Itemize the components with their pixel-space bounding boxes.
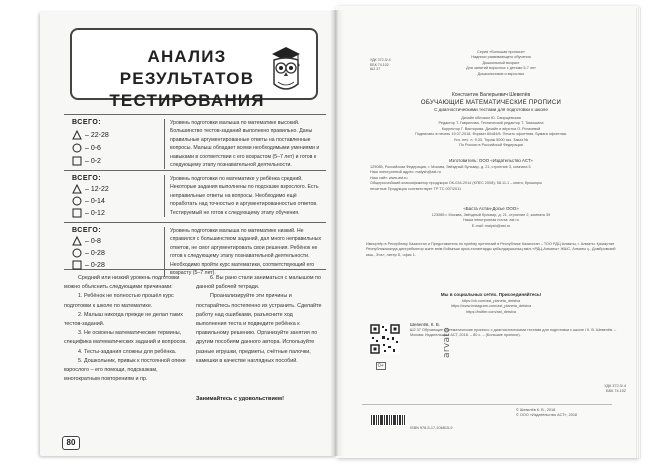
score-circle [72,196,105,206]
result-description: Уровень подготовки по математике у ребёнка средний. Некоторые задания выполнены по подсказке взрослого. Есть неправильные ответы на вопросы. Необходимо ещё поработать над точностью и аргументированностью ответов. Тестируемый не готов к следующему этапу обучения. [164,175,324,217]
closing-phrase: Занимайтесь с удовольствием! [196,396,284,402]
paragraph: 2. Малыш никогда прежде не делал таких тестов-заданий. [64,311,183,328]
author-cip: Шевелёв, К. В. [410,322,440,327]
left-page [40,12,336,456]
triangle-icon [72,236,82,246]
score-value: – 12-22 [85,185,109,193]
paragraph: 4. Тесты-задания сложны для ребёнка. [78,348,177,355]
circle-icon [72,143,82,153]
arvato-logo: arvato [442,327,452,358]
page-number: 80 [62,436,80,450]
paragraph: Проанализируйте эти причины и постарайтесь постепенно их устранить. Сделайте работу над ошибками, разъясните ход выполнения теста и подведите ребёнка к правильному решению. Организуйте занятия по другим пособиям данного автора. Используйте разные игрушки, предметы, счётные палочки, камешки в качестве наглядных пособий. [196,293,322,364]
score-value: – 0-2 [85,157,101,165]
credits: Дизайн обложки Ю. Свирщевская Редактор Т. Гаврилова. Технический редактор Т. Тимошина Корректор Г. Викторова. Дизайн и вёрстка О. Рогачевой Подписано в печать 19.07.2018. Формат 60x84/8. Печать офсетная. Бумага офсетная. Усл. печ. л. 9,33. Тираж 5000 экз. Заказ № По России в Российской Федерации [415,116,567,148]
paragraph: 1. Ребёнок не полностью прошёл курс подготовки к школе по математике. [64,293,174,309]
causes-column-2 [196,274,324,366]
score-triangle [72,130,109,140]
vsego-label: ВСЕГО: [72,227,102,234]
result-description: Уровень подготовки малыша по математике высокий. Большинство тестов-заданий выполнено правильно. Даны правильные аргументированные ответы на поставленные вопросы. Малыш обладает всеми необходимыми умениями и навыками в соответствии с его возрастом (5–7 лет) и готов к следующему этапу познавательной деятельности. [164,119,324,169]
score-square [72,260,105,270]
series-line: Серия «Большая прописи» [477,50,525,54]
mediator-details: 123085 г. Москва, Звёздный бульвар, д. 21, строение 2, комната 39 Наша электронная почта: ast.ru E-mail: malysh@ast.ru [431,213,551,228]
series-line: Дошкольников и взрослых [477,71,525,76]
circle-icon [72,248,82,258]
score-circle [72,143,101,153]
book-subtitle: С диагностическими тестами для подготовки к школе [434,107,548,112]
paragraph: 5. Дошкольник, привык к постоянной опеке взрослого – его помощи, подсказкам, многократным повторениям и пр. [64,357,186,383]
paragraph: 3. Не освоены математические термины, специфика математических заданий и вопросов. [64,330,187,346]
score-value: – 0-6 [85,144,101,152]
isbn: ISBN 978-5-17-106815-9 [410,426,453,430]
isbn-short-line: ББК 74.102 [606,389,626,394]
age-rating: 0+ [378,363,384,369]
square-icon [72,260,82,270]
kz-importer: Импортёр в Республику Казахстан и Представитель по приёму претензий в Республике Казахстан – ТОО РДЦ Алматы, г. Алматы. Қазақстан Республикасында дистрибьютор және өнім бойынша арыз-талаптарды қабылдаушының өкілі «РДЦ-Алматы» ЖШС, Алматы қ., Домбровский көш., 3«а», литер Б, офис 1. [366,242,616,257]
paragraph: 6. Вы рано стали заниматься с малышом по данной рабочей тетради. [196,275,321,291]
book-title: ОБУЧАЮЩИЕ МАТЕМАТИЧЕСКИЕ ПРОПИСИ [420,100,562,106]
score-triangle [72,184,109,194]
divider [362,404,612,405]
score-value: – 22-28 [85,131,109,139]
vsego-label: ВСЕГО: [72,175,102,182]
classification-codes [370,58,391,72]
circle-icon [72,196,82,206]
score-value: – 0-12 [85,209,105,217]
score-triangle [72,236,101,246]
triangle-icon [72,184,82,194]
title-banner [70,28,318,110]
result-description: Уровень подготовки малыша по математике низкий. Не справился с большинством заданий, дал много неправильных ответов, не смог аргументировать свои решения. Ребёнок не готов к следующему этапу познавательной деятельности. Необходимо пройти курс математики, соответствующий его возрасту (5–7 лет). [164,227,324,277]
isbn-short-line: УДК 372.3/.4 [604,384,626,388]
causes-column-1 [64,274,188,384]
square-icon [72,208,82,218]
series-info [396,50,606,77]
code-line: ББК 74.102 [370,62,389,67]
vsego-label: ВСЕГО: [72,119,102,126]
series-line: Дошкольный возраст [482,60,520,65]
paragraph: Средний или низкий уровень подготовки можно объяснить следующими причинами: [64,275,180,291]
series-line: Для занятий взрослых с детьми 5-7 лет [466,66,536,71]
owl-scholar-icon [264,44,308,96]
score-square [72,156,101,166]
copyright: © Шевелёв К. В., 2018 © ООО «Издательство АСТ», 2018 [516,408,578,418]
result-block-medium [64,170,326,218]
score-value: – 0-8 [85,237,101,245]
social-links: https://vk.com/ast_planeta_detstva https://www.instagram.com/ast_planeta_detstva https://twitter.com/ast_detstva [450,299,532,314]
square-icon [72,156,82,166]
score-square [72,208,105,218]
page-edge [636,8,642,458]
mediator-heading: «Баста Астан-Досье ООО» [463,206,519,211]
score-value: – 0-14 [85,197,105,205]
result-block-low [64,222,326,277]
social-heading: Мы в социальных сетях. Присоединяйтесь! [440,292,542,297]
publisher-details: 129085, Российская Федерация, г. Москва, Звёздный бульвар, д. 21, строение 3, комната 5 Наш электронный адрес: malysh@ast.ru Наш сайт: www.ast.ru Общероссийский классификатор продукции ОК-034-2014 (КПЕС 2008); 58.11.1 – книги, брошюры печатные Продукция соответствует ТР ТС 007/2011 [370,165,542,191]
cip-record: Ш2 37 Обучающие математические прописи: с диагностическими тестами для подготовки к школе / К. В. Шевелёв. – Москва: Издательство АСТ, 2018. – 80 с. – (Большие прописи). [410,328,617,338]
book-spread [40,6,638,458]
right-page [336,6,638,458]
isbn-short [586,384,626,395]
triangle-icon [72,130,82,140]
result-block-high [64,114,326,168]
score-value: – 0-28 [85,249,105,257]
qr-code-icon [370,324,400,354]
page-title: АНАЛИЗ РЕЗУЛЬТАТОВ ТЕСТИРОВАНИЯ [109,47,265,110]
series-line: Надписи развивающего обучения [471,55,531,60]
code-line: Ш2 37 [370,67,381,72]
author-name: Константин Валерьевич Шевелёв [451,92,531,98]
score-value: – 0-28 [85,261,105,269]
barcode-icon [370,414,406,426]
code-line: УДК 372.3/.4 [370,58,391,62]
score-circle [72,248,105,258]
publisher-heading: Изготовитель: ООО «Издательство АСТ» [449,158,533,163]
